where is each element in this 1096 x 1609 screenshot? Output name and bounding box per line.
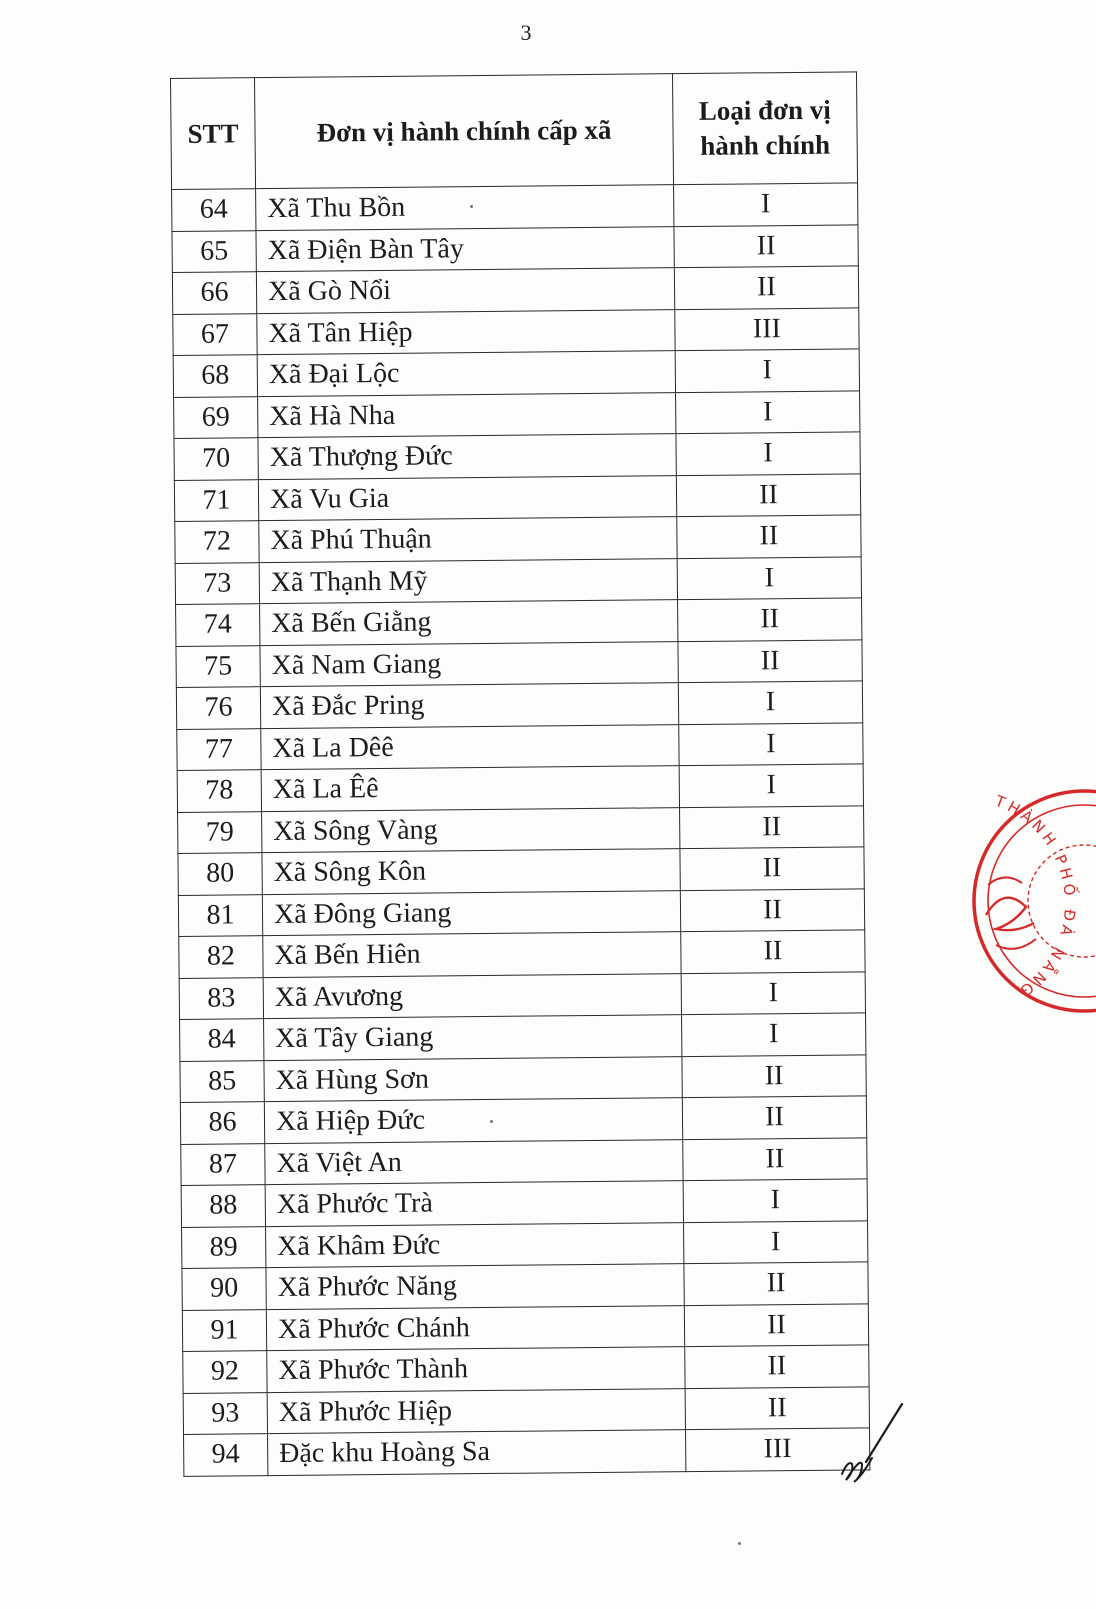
table-row [180,1013,866,1061]
table-row [179,971,865,1019]
header-unit-type-line1: Loại đơn vị [698,94,831,126]
row-unit-name: Xã Đại Lộc [257,351,675,397]
table-row [182,1303,868,1351]
row-unit-type: II [674,224,858,267]
row-unit-name: Xã Nam Giang [260,641,678,687]
row-unit-type: II [683,1137,867,1180]
header-unit-type-line2: hành chính [700,129,831,161]
row-unit-type: I [677,556,861,599]
table-row [176,681,862,729]
row-unit-type: II [684,1303,868,1346]
seal-text: THÀNH PHỐ ĐÀ NẴNG [992,791,1080,1003]
row-unit-name: Xã Hùng Sơn [264,1056,682,1102]
row-unit-name: Xã Điện Bàn Tây [256,226,674,272]
scan-speck [490,1120,493,1123]
table-row [174,432,860,480]
row-unit-name: Xã Tân Hiệp [257,309,675,355]
row-unit-name: Xã Thượng Đức [258,434,676,480]
header-unit-type [672,72,857,185]
row-unit-type: II [685,1345,869,1388]
row-unit-name: Xã Phước Trà [265,1181,683,1227]
row-unit-name: Xã Phước Năng [266,1264,684,1310]
row-unit-name: Xã Sông Kôn [262,849,680,895]
admin-units-table [170,71,870,1476]
row-unit-name: Xã Hiệp Đức [264,1098,682,1144]
row-stt: 74 [176,604,260,646]
signature-mark [840,1400,920,1490]
table-row [175,515,861,563]
row-unit-type: II [680,888,864,931]
row-stt: 64 [172,189,256,231]
table-body [172,183,870,1476]
row-unit-name: Xã Phước Hiệp [267,1388,685,1434]
table-row [182,1220,868,1268]
table-row [181,1137,867,1185]
row-stt: 90 [182,1268,266,1310]
row-stt: 84 [180,1019,264,1061]
row-unit-name: Xã Thạnh Mỹ [259,558,677,604]
row-unit-name: Xã Sông Vàng [262,807,680,853]
row-unit-name: Xã Bến Hiên [263,932,681,978]
row-stt: 66 [172,272,256,314]
row-unit-name: Xã Vu Gia [258,475,676,521]
row-unit-name: Xã La Êê [261,766,679,812]
row-unit-type: II [685,1386,869,1429]
row-unit-type: II [681,930,865,973]
table-row [180,1096,866,1144]
header-row [171,72,858,190]
row-unit-name: Xã Đắc Pring [260,683,678,729]
table-header [171,72,858,190]
table-row [178,847,864,895]
row-stt: 80 [178,853,262,895]
row-unit-type: II [680,847,864,890]
table-row [184,1428,870,1476]
row-unit-name: Đặc khu Hoàng Sa [268,1430,686,1476]
table-row [172,224,858,272]
row-stt: 72 [175,521,259,563]
row-unit-type: II [680,805,864,848]
row-stt: 82 [179,936,263,978]
row-unit-type: I [681,971,865,1014]
row-stt: 88 [181,1185,265,1227]
row-unit-type: II [678,598,862,641]
row-unit-type: I [678,681,862,724]
row-stt: 78 [177,770,261,812]
header-unit-name: Đơn vị hành chính cấp xã [255,74,674,189]
seal-emblem-mark [986,898,1034,930]
row-unit-type: II [682,1096,866,1139]
row-unit-name: Xã Phước Chánh [266,1305,684,1351]
row-stt: 73 [175,562,259,604]
row-unit-type: I [683,1179,867,1222]
row-unit-name: Xã Khâm Đức [266,1222,684,1268]
row-unit-type: I [682,1013,866,1056]
row-unit-name: Xã Phước Thành [267,1347,685,1393]
row-unit-type: I [679,722,863,765]
row-unit-type: I [674,183,858,226]
row-unit-name: Xã Việt An [265,1139,683,1185]
row-unit-type: I [676,432,860,475]
scan-speck [738,1542,741,1545]
row-stt: 70 [174,438,258,480]
row-stt: 77 [177,728,261,770]
row-stt: 68 [173,355,257,397]
admin-units-table-container [170,71,869,1476]
row-unit-type: II [674,266,858,309]
row-unit-type: I [675,349,859,392]
table-row [176,598,862,646]
row-stt: 81 [178,894,262,936]
table-row [173,349,859,397]
row-stt: 67 [173,313,257,355]
row-unit-type: I [684,1220,868,1263]
table-row [183,1345,869,1393]
table-row [174,473,860,521]
row-unit-type: II [684,1262,868,1305]
row-unit-name: Xã La Dêê [261,724,679,770]
row-unit-type: II [677,515,861,558]
row-unit-type: II [676,473,860,516]
table-row [172,266,858,314]
row-stt: 85 [180,1060,264,1102]
table-row [173,307,859,355]
row-stt: 91 [182,1309,266,1351]
row-unit-name: Xã Thu Bồn [256,185,674,231]
page-number: 3 [520,20,532,45]
table-row [177,764,863,812]
table-row [172,183,858,231]
table-row [178,805,864,853]
header-stt: STT [171,78,256,190]
row-stt: 65 [172,230,256,272]
row-stt: 79 [178,811,262,853]
row-unit-type: II [682,1054,866,1097]
table-row [178,888,864,936]
row-stt: 89 [182,1226,266,1268]
table-row [183,1386,869,1434]
red-seal-stamp [966,785,1096,1017]
row-unit-name: Xã Đông Giang [262,890,680,936]
row-stt: 69 [174,396,258,438]
row-stt: 86 [180,1102,264,1144]
row-unit-name: Xã Avương [263,973,681,1019]
scan-speck [470,205,473,208]
row-stt: 94 [184,1434,268,1476]
row-unit-name: Xã Gò Nổi [256,268,674,314]
row-unit-type: II [678,639,862,682]
row-unit-name: Xã Tây Giang [264,1015,682,1061]
row-unit-name: Xã Hà Nha [258,392,676,438]
row-unit-type: III [685,1428,869,1471]
row-unit-type: III [675,307,859,350]
row-unit-name: Xã Phú Thuận [259,517,677,563]
table-row [180,1054,866,1102]
row-stt: 93 [183,1392,267,1434]
row-unit-type: I [676,390,860,433]
row-unit-type: I [679,764,863,807]
table-row [181,1179,867,1227]
table-row [174,390,860,438]
table-row [179,930,865,978]
row-unit-name: Xã Bến Giằng [260,600,678,646]
row-stt: 76 [176,687,260,729]
table-row [182,1262,868,1310]
row-stt: 75 [176,645,260,687]
table-row [176,639,862,687]
row-stt: 71 [174,479,258,521]
table-row [177,722,863,770]
row-stt: 83 [179,977,263,1019]
row-stt: 92 [183,1351,267,1393]
table-row [175,556,861,604]
row-stt: 87 [181,1143,265,1185]
